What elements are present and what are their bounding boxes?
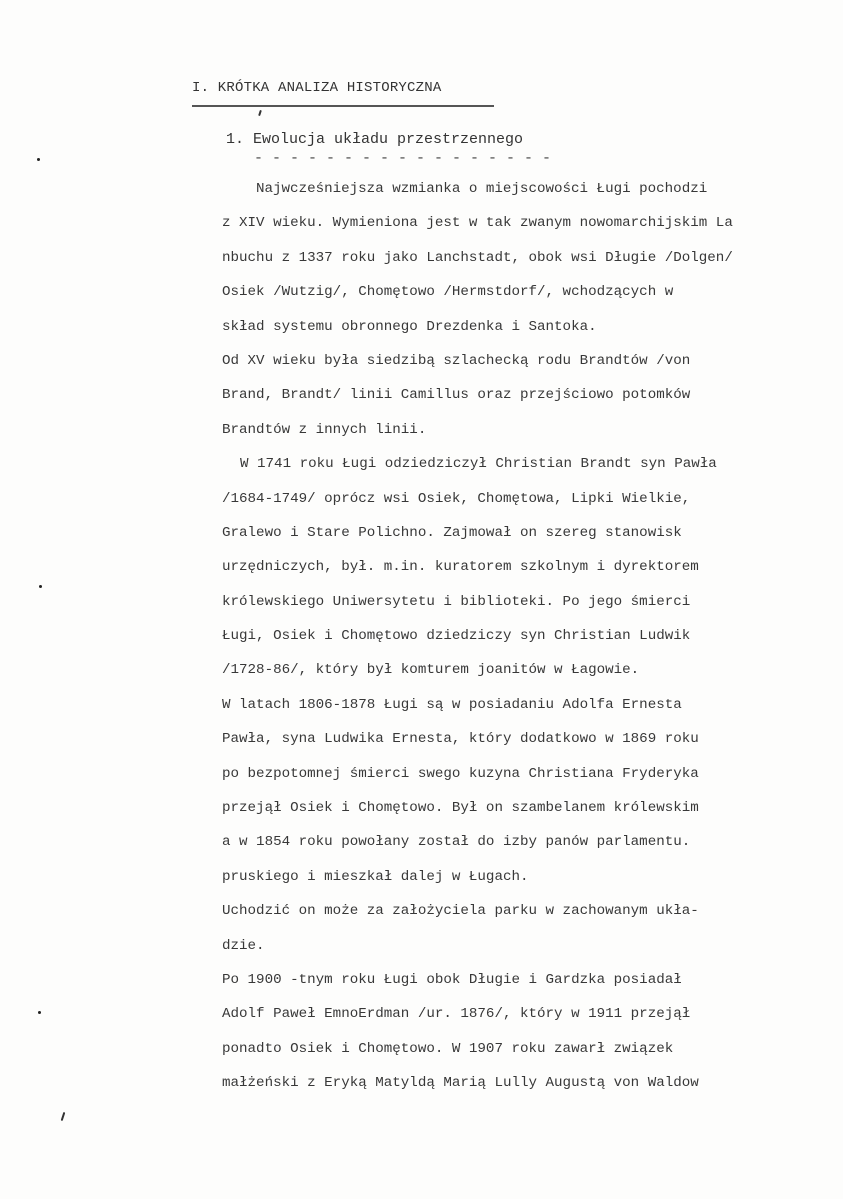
text-line: Brandtów z innych linii.: [222, 421, 427, 438]
text-line: Ługi, Osiek i Chomętowo dziedziczy syn Christian Ludwik: [222, 628, 691, 645]
body-text: [222, 172, 834, 1101]
chapter-title: I. KRÓTKA ANALIZA HISTORYCZNA: [192, 80, 442, 96]
text-line: Brand, Brandt/ linii Camillus oraz przejściowo potomków: [222, 387, 691, 404]
text-line: W latach 1806-1878 Ługi są w posiadaniu Adolfa Ernesta: [222, 696, 682, 713]
section-title: 1. Ewolucja układu przestrzennego: [226, 131, 524, 148]
margin-speck: [39, 585, 42, 588]
text-line: po bezpotomnej śmierci swego kuzyna Christiana Fryderyka: [222, 765, 699, 782]
text-line: pruskiego i mieszkał dalej w Ługach.: [222, 868, 529, 885]
text-line: urzędniczych, był. m.in. kuratorem szkolnym i dyrektorem: [222, 559, 699, 576]
text-line: Gralewo i Stare Polichno. Zajmował on szereg stanowisk: [222, 524, 682, 541]
margin-speck: [38, 1011, 41, 1014]
text-line: królewskiego Uniwersytetu i biblioteki. Po jego śmierci: [222, 593, 691, 610]
section-underline: - - - - - - - - - - - - - - - - -: [254, 150, 552, 167]
text-line: Po 1900 -tnym roku Ługi obok Długie i Gardzka posiadał: [222, 971, 682, 988]
margin-tick: [258, 110, 262, 116]
text-line: W 1741 roku Ługi odziedziczył Christian Brandt syn Pawła: [240, 456, 717, 473]
text-line: a w 1854 roku powołany został do izby panów parlamentu.: [222, 834, 691, 851]
chapter-underline: [192, 105, 494, 107]
text-line: Adolf Paweł EmnoErdman /ur. 1876/, który w 1911 przejął: [222, 1006, 691, 1023]
text-line: Pawła, syna Ludwika Ernesta, który dodatkowo w 1869 roku: [222, 731, 699, 748]
margin-speck: [37, 158, 40, 161]
text-line: Od XV wieku była siedzibą szlachecką rodu Brandtów /von: [222, 352, 691, 369]
text-line: Najwcześniejsza wzmianka o miejscowości Ługi pochodzi: [256, 181, 708, 197]
text-line: ponadto Osiek i Chomętowo. W 1907 roku zawarł związek: [222, 1040, 674, 1057]
text-line: dzie.: [222, 937, 265, 954]
text-line: z XIV wieku. Wymieniona jest w tak zwanym nowomarchijskim La: [222, 215, 733, 232]
text-line: nbuchu z 1337 roku jako Lanchstadt, obok wsi Długie /Dolgen/: [222, 249, 733, 266]
text-line: skład systemu obronnego Drezdenka i Santoka.: [222, 318, 597, 335]
text-line: małżeński z Eryką Matyldą Marią Lully Augustą von Waldow: [222, 1075, 699, 1092]
text-line: Osiek /Wutzig/, Chomętowo /Hermstdorf/, wchodzących w: [222, 284, 674, 301]
text-line: /1728-86/, który był komturem joanitów w Łagowie.: [222, 662, 640, 679]
margin-tick: [61, 1112, 66, 1121]
text-line: /1684-1749/ oprócz wsi Osiek, Chomętowa, Lipki Wielkie,: [222, 490, 691, 507]
text-line: przejął Osiek i Chomętowo. Był on szambelanem królewskim: [222, 800, 699, 817]
text-line: Uchodzić on może za założyciela parku w zachowanym ukła-: [222, 903, 699, 920]
